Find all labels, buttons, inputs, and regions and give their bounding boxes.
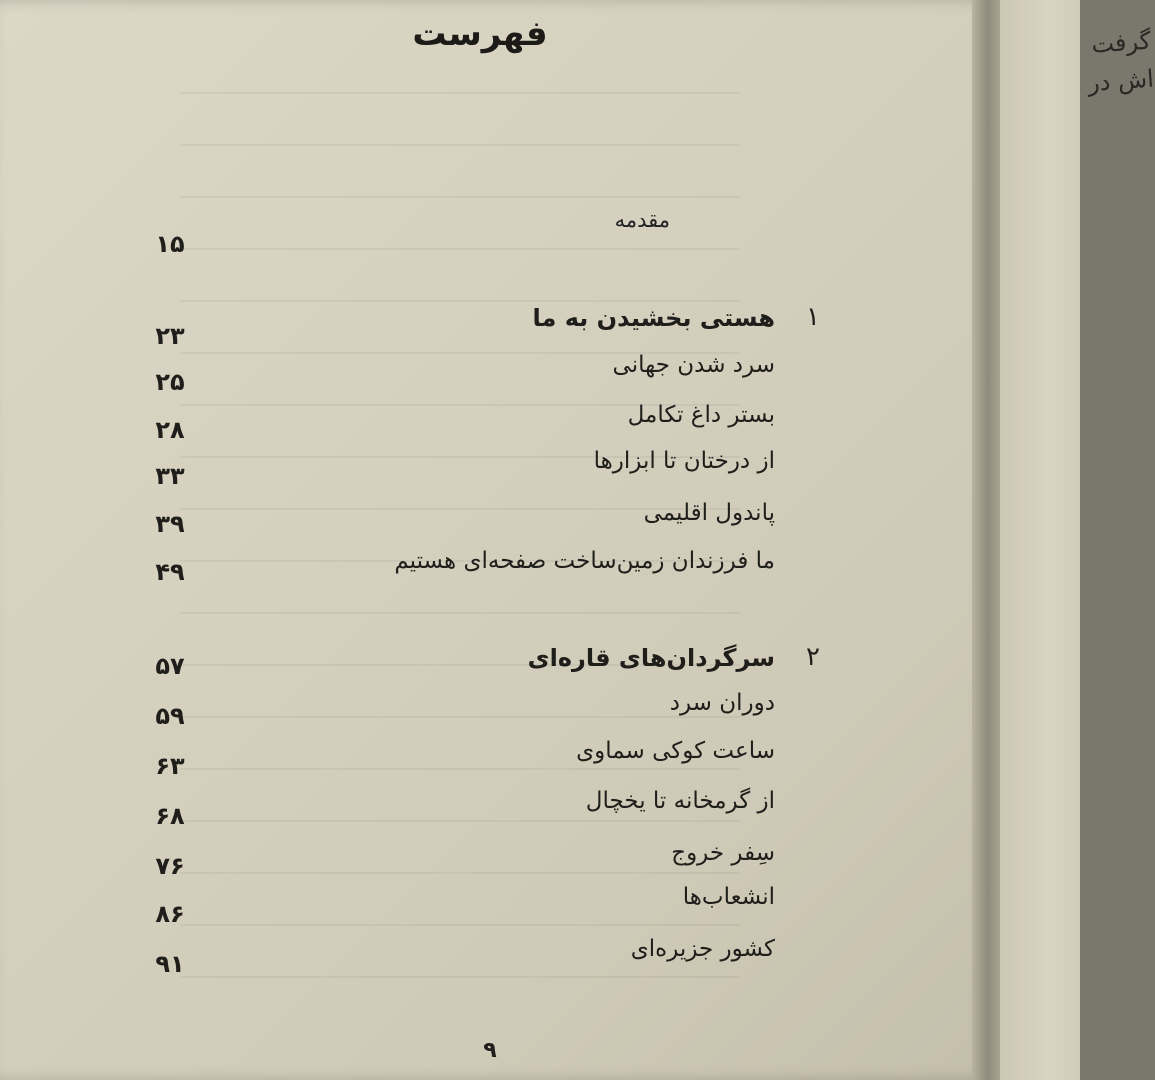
section-title: سرد شدن جهانی: [612, 352, 775, 378]
section-title: کشور جزیره‌ای: [630, 936, 775, 962]
section-title: ساعت کوکی سماوی: [576, 738, 775, 764]
adjacent-page-line: گرفت: [1090, 26, 1153, 59]
section-title: از درختان تا ابزارها: [593, 448, 775, 474]
page-number: ۸۶: [155, 900, 185, 928]
page-number: ۲۵: [155, 368, 185, 396]
chapter-number: ۲: [806, 642, 820, 672]
intro-label: مقدمه: [614, 208, 670, 232]
page-number: ۷۶: [155, 852, 185, 880]
section-title: ما فرزندان زمین‌ساخت صفحه‌ای هستیم: [394, 548, 775, 574]
chapter-title: سرگردان‌های قاره‌ای: [527, 644, 775, 672]
toc-row: [0, 462, 990, 502]
chapter-title: هستی بخشیدن به ما: [532, 304, 775, 332]
toc-row: [0, 702, 990, 742]
page-number: ۳۹: [155, 510, 185, 538]
toc-row: [0, 558, 990, 598]
adjacent-page-text: [1030, 22, 1155, 106]
toc-row: [0, 752, 990, 792]
page-title: فهرست: [412, 14, 548, 54]
section-title: پاندول اقلیمی: [643, 500, 775, 526]
toc-row: [0, 510, 990, 550]
page-number: ۹۱: [155, 950, 185, 978]
book-spine: [972, 0, 1000, 1080]
toc-row: [0, 652, 990, 692]
page-number: ۲۸: [155, 416, 185, 444]
toc-row: [0, 950, 990, 990]
adjacent-page-line: اش در: [1086, 64, 1155, 98]
toc-row: [0, 802, 990, 842]
section-title: بستر داغ تکامل: [627, 402, 775, 428]
chapter-number: ۱: [806, 302, 820, 332]
section-title: انشعاب‌ها: [682, 884, 775, 910]
page-number: ۶۳: [155, 752, 185, 780]
section-title: سِفر خروج: [671, 840, 775, 866]
page-number: ۶۸: [155, 802, 185, 830]
page-number: ۴۹: [155, 558, 185, 586]
toc-row-intro: [0, 230, 990, 270]
page-number: ۵۹: [155, 702, 185, 730]
page-number: ۵۷: [155, 652, 185, 680]
page-folio: ۹: [483, 1038, 497, 1063]
page-number: ۳۳: [155, 462, 185, 490]
page-number: ۱۵: [155, 230, 185, 258]
adjacent-page: [1000, 0, 1155, 1080]
toc-row: [0, 900, 990, 940]
section-title: از گرمخانه تا یخچال: [585, 788, 775, 814]
section-title: دوران سرد: [669, 690, 775, 716]
page-number: ۲۳: [155, 322, 185, 350]
